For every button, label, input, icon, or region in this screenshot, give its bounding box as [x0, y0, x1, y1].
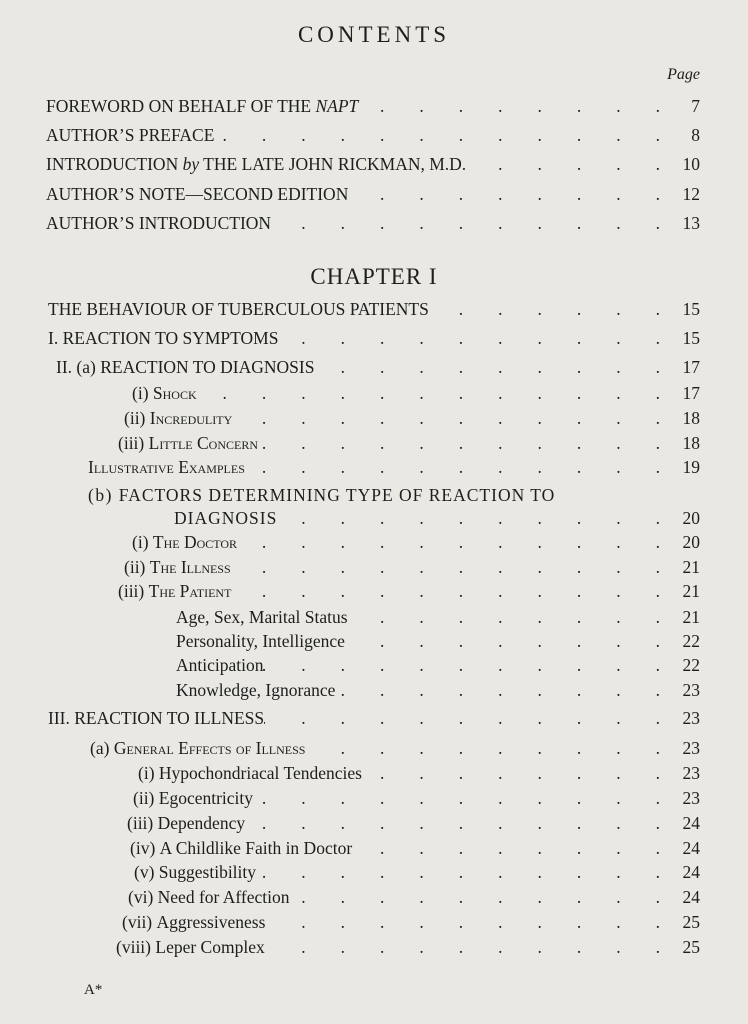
page-number: 21 [682, 557, 700, 577]
entry-title: AUTHOR’S PREFACE [46, 125, 215, 145]
chapter-heading: CHAPTER I [310, 264, 438, 289]
dot-leader [197, 383, 666, 404]
entry-number: (vi) [128, 887, 154, 907]
page-number: 17 [682, 357, 700, 377]
entry-title: Dependency [157, 813, 246, 833]
entry-title-line-2: DIAGNOSIS [174, 508, 278, 528]
toc-entry[interactable] [127, 813, 700, 837]
entry-title: AUTHOR’S INTRODUCTION [46, 213, 272, 233]
dot-leader [237, 532, 666, 553]
dot-leader [466, 154, 666, 175]
dot-leader [352, 838, 666, 859]
page-number: 24 [682, 862, 700, 882]
toc-entry-introduction[interactable] [46, 154, 700, 178]
page-number: 23 [682, 738, 700, 758]
page-number: 17 [682, 383, 700, 403]
dot-leader [335, 680, 666, 701]
dot-leader [253, 788, 666, 809]
entry-title: Aggressiveness [156, 912, 266, 932]
page-number: 24 [682, 887, 700, 907]
entry-number: (vii) [122, 912, 153, 932]
toc-entry-factors[interactable] [88, 485, 700, 506]
dot-leader [264, 708, 666, 729]
entry-number: III. [48, 708, 70, 728]
entry-title: A Childlike Faith in Doctor [159, 838, 353, 858]
dot-leader [348, 184, 666, 205]
dot-leader [429, 299, 666, 320]
toc-entry[interactable] [176, 680, 700, 704]
entry-number: I. [48, 328, 59, 348]
entry-title: Hypochondriacal Tendencies [158, 763, 362, 783]
entry-number: (b) [88, 485, 113, 505]
page-number: 10 [682, 154, 700, 174]
dot-leader [362, 763, 666, 784]
dot-leader [314, 357, 666, 378]
toc-entry[interactable] [134, 862, 700, 886]
entry-title: INTRODUCTION by THE LATE JOHN RICKMAN, M.D. [46, 154, 467, 174]
entry-title: REACTION TO DIAGNOSIS [100, 357, 315, 377]
entry-title: Incredulity [149, 408, 233, 428]
dot-leader [348, 607, 666, 628]
toc-entry[interactable] [130, 838, 700, 862]
toc-entry[interactable] [124, 557, 700, 581]
page-number: 13 [682, 213, 700, 233]
entry-number: (i) [132, 383, 149, 403]
entry-title: General Effects of Illness [113, 738, 306, 758]
page-number: 19 [682, 457, 700, 477]
page-number: 18 [682, 408, 700, 428]
toc-entry[interactable] [176, 631, 700, 655]
page-number: 24 [682, 838, 700, 858]
page-number: 23 [682, 680, 700, 700]
toc-entry[interactable] [48, 299, 700, 323]
dot-leader [277, 508, 666, 529]
toc-entry[interactable] [124, 408, 700, 432]
toc-entry-authors-note[interactable] [46, 184, 700, 208]
page-number: 23 [682, 708, 700, 728]
entry-title: Personality, Intelligence [176, 631, 345, 651]
entry-title: Illustrative Examples [88, 457, 245, 477]
page-number: 23 [682, 788, 700, 808]
page-number: 22 [682, 631, 700, 651]
toc-entry[interactable] [88, 457, 700, 481]
dot-leader [265, 937, 666, 958]
page-column-label: Page [667, 66, 700, 83]
toc-entry[interactable] [90, 738, 700, 762]
dot-leader [305, 738, 666, 759]
entry-title: The Illness [149, 557, 231, 577]
entry-title: Leper Complex [155, 937, 265, 957]
entry-number: (ii) [124, 408, 146, 428]
dot-leader [231, 581, 666, 602]
toc-entry[interactable] [122, 912, 700, 936]
toc-entry[interactable] [48, 328, 700, 352]
page-number: 20 [682, 532, 700, 552]
signature-mark: A* [84, 982, 103, 998]
toc-entry[interactable] [118, 581, 700, 605]
entry-title-line-1: (b) FACTORS DETERMINING TYPE OF REACTION TO [88, 485, 556, 505]
dot-leader [245, 457, 666, 478]
entry-title: THE BEHAVIOUR OF TUBERCULOUS PATIENTS [48, 299, 429, 319]
entry-number: II. (a) [56, 357, 96, 377]
entry-title: Shock [152, 383, 197, 403]
toc-entry[interactable] [132, 532, 700, 556]
dot-leader [265, 912, 666, 933]
toc-entry[interactable] [118, 433, 700, 457]
entry-title: REACTION TO ILLNESS [74, 708, 265, 728]
entry-title: Suggestibility [158, 862, 257, 882]
toc-entry[interactable] [48, 708, 700, 732]
dot-leader [256, 862, 666, 883]
page-number: 15 [682, 299, 700, 319]
dot-leader [258, 433, 666, 454]
entry-number: (v) [134, 862, 155, 882]
entry-number: (viii) [116, 937, 151, 957]
toc-entry[interactable] [133, 788, 700, 812]
toc-entry-preface[interactable] [46, 125, 700, 149]
dot-leader [214, 125, 666, 146]
dot-leader [231, 557, 666, 578]
dot-leader [345, 631, 666, 652]
contents-heading: CONTENTS [297, 22, 451, 47]
page-number: 21 [682, 607, 700, 627]
toc-entry[interactable] [132, 383, 700, 407]
toc-entry[interactable] [128, 887, 700, 911]
entry-title: REACTION TO SYMPTOMS [62, 328, 279, 348]
page-number: 15 [682, 328, 700, 348]
page-number: 24 [682, 813, 700, 833]
toc-entry[interactable] [138, 763, 700, 787]
entry-title: Age, Sex, Marital Status [176, 607, 348, 627]
page-number: 22 [682, 655, 700, 675]
entry-number: (iii) [118, 581, 145, 601]
entry-number: (iv) [130, 838, 156, 858]
dot-leader [245, 813, 666, 834]
page-number: 21 [682, 581, 700, 601]
entry-title: FOREWORD ON BEHALF OF THE NAPT [46, 96, 359, 116]
page-number: 7 [691, 96, 700, 116]
entry-title: Need for Affection [157, 887, 290, 907]
entry-number: (ii) [124, 557, 146, 577]
toc-entry[interactable] [176, 607, 700, 631]
toc-entry[interactable] [176, 655, 700, 679]
dot-leader [271, 213, 666, 234]
page-number: 25 [682, 937, 700, 957]
dot-leader [358, 96, 666, 117]
toc-entry-foreword[interactable] [46, 96, 700, 120]
page-number: 20 [682, 508, 700, 528]
page-number: 18 [682, 433, 700, 453]
entry-number: (i) [138, 763, 155, 783]
toc-entry-authors-introduction[interactable] [46, 213, 700, 237]
entry-number: (iii) [118, 433, 145, 453]
dot-leader [232, 408, 666, 429]
dot-leader [263, 655, 666, 676]
toc-entry-factors-cont[interactable] [174, 508, 700, 532]
entry-number: (ii) [133, 788, 155, 808]
entry-title: AUTHOR’S NOTE—SECOND EDITION [46, 184, 349, 204]
dot-leader [290, 887, 666, 908]
page-number: 12 [682, 184, 700, 204]
entry-title: Anticipation [176, 655, 264, 675]
entry-title: The Patient [148, 581, 232, 601]
entry-number: (a) [90, 738, 110, 758]
page-number: 8 [691, 125, 700, 145]
entry-title: The Doctor [152, 532, 238, 552]
entry-number: (i) [132, 532, 149, 552]
entry-title: Little Concern [148, 433, 259, 453]
toc-entry[interactable] [56, 357, 700, 381]
toc-entry[interactable] [116, 937, 700, 961]
dot-leader [278, 328, 666, 349]
page-number: 25 [682, 912, 700, 932]
page-number: 23 [682, 763, 700, 783]
entry-number: (iii) [127, 813, 154, 833]
entry-title: Egocentricity [158, 788, 254, 808]
entry-title: Knowledge, Ignorance [176, 680, 336, 700]
